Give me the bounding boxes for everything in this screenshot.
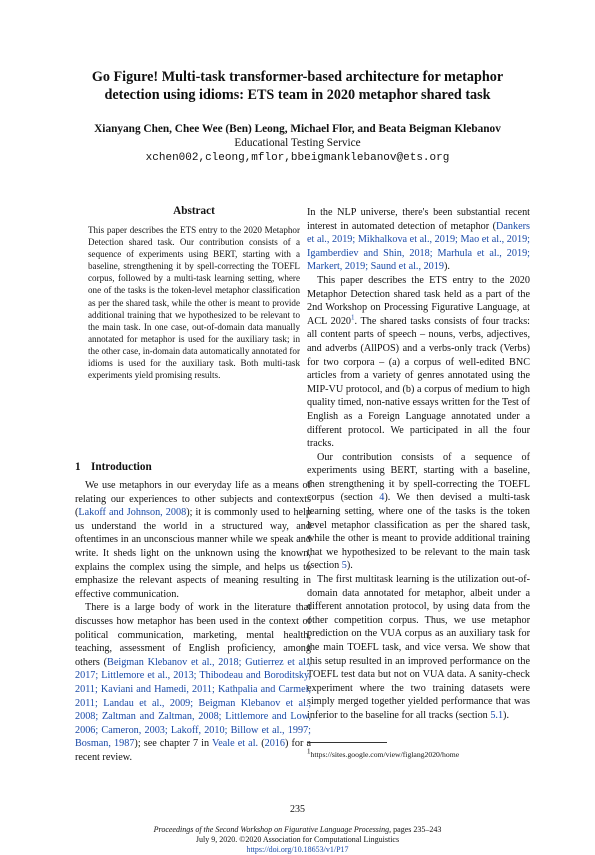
citation-link[interactable]: Veale et al. bbox=[212, 738, 259, 750]
section-heading-introduction bbox=[75, 460, 310, 474]
author-list: Xianyang Chen, Chee Wee (Ben) Leong, Michael Flor, and Beata Beigman Klebanov bbox=[94, 123, 501, 135]
paper-title bbox=[60, 68, 535, 104]
text-run: The first multitask learning is the utilization out-of-domain data annotated for metaphor, albeit under a different annotation protocol, by using data from the other competition corpus. Thus, we use metaphor prediction on the VUA corpus as an auxiliary task for the main TOEFL task, and vice versa. We show that this setup resulted in an improved performance on the TOEFL test data but not on VUA data. A sanity-check experiment where the two training datasets were simply merged together yielded performance that was inferior to the baseline for all tracks (section bbox=[307, 574, 530, 721]
footnote-number: 1 bbox=[307, 747, 311, 756]
left-column-body bbox=[75, 479, 311, 764]
copyright-line: July 9, 2020. ©2020 Association for Computational Linguistics bbox=[195, 835, 400, 844]
text-run: In the NLP universe, there's been substantial recent interest in automated detection of metaphor ( bbox=[307, 207, 530, 232]
section-ref-link[interactable]: 5.1 bbox=[490, 709, 504, 721]
proceedings-pages: , pages 235–243 bbox=[389, 825, 442, 834]
section-ref-link[interactable]: 5 bbox=[341, 560, 347, 572]
text-run: There is a large body of work in the literature that discusses how metaphor has been used in the context of political communication, marketing, mental health, teaching, assessment of English proficiency, among others ( bbox=[75, 602, 311, 668]
footnote-marker[interactable]: 1 bbox=[351, 313, 355, 322]
footnote-url[interactable]: https://sites.google.com/view/figlang2020/home bbox=[310, 750, 460, 759]
abstract-text: This paper describes the ETS entry to the 2020 Metaphor Detection shared task. Our contribution consists of a sequence of experiments using BERT, starting with a baseline, strengthening it by spell-correcting the TOEFL corpus, followed by a multi-task learning setting, where one of the tasks is the token-level metaphor classification as per the shared task, while the other is meant to provide additional training that we hypothesized to be relevant to the main task. In one case, out-of-domain data manually annotated for metaphor is used for the auxiliary task; in the other case, in-domain data automatically annotated for idioms is used for the auxiliary task. Both multi-task experiments yield promising results. bbox=[88, 225, 300, 381]
intro-paragraph-2 bbox=[75, 601, 311, 764]
text-run: ) for a recent review. bbox=[75, 738, 311, 763]
text-run: . The shared tasks consists of four tracks: all content parts of speech – nouns, verbs, adjectives, and adverbs (AllPOS) and a verbs-only track (Verbs) for two corpora – (a) a corpus of well-edited BNC articles from a variety of genres annotated using the MIP-VU protocol, and (b) a corpus of medium to high quality timed, non-native essays written for the Test of English as a Foreign Language annotated under a different protocol. We participated in all the four tracks. bbox=[307, 315, 531, 450]
section-ref-link[interactable]: 4 bbox=[379, 492, 385, 504]
text-run: ). bbox=[346, 560, 353, 572]
citation-link[interactable]: Lakoff and Johnson, 2008 bbox=[78, 507, 187, 519]
text-run: ); see chapter 7 in bbox=[134, 738, 212, 750]
proceedings-name: Proceedings of the Second Workshop on Figurative Language Processing bbox=[153, 825, 390, 834]
intro-paragraph-1 bbox=[75, 479, 311, 601]
text-run: ). We then devised a multi-task learning setting, where one of the tasks is the token level metaphor classification as per the shared task, while the other is meant to provide additional training that we hypothesized to be relevant to the main task (section bbox=[307, 492, 530, 572]
citation-links[interactable]: Beigman Klebanov et al., 2018; Gutierrez et al., 2017; Littlemore et al., 2013; Thibodeau and Boroditsky, 2011; Kaviani and Hamedi, 2011; Kathpalia and Carmel, 2011; Landau et al., 2009; Beigman Klebanov et al., 2008; Zaltman and Zaltman, 2008; Littlemore and Low, 2006; Cameron, 2003; Lakoff, 2010; Billow et al., 1997; Bosman, 1987 bbox=[75, 656, 311, 750]
text-run: ); it is commonly used to help us understand the world in a structured way, and oftentimes in an unconscious manner while we speak and write. It sheds light on the unknown using the known, explains the complex using the simple, and helps us to emphasize the relevant aspects of meaning resulting in effective communication. bbox=[75, 507, 311, 600]
text-run: ). bbox=[443, 261, 450, 273]
intro-paragraph-5 bbox=[307, 573, 530, 723]
proceedings-footer bbox=[0, 825, 595, 835]
citation-link[interactable]: 2016 bbox=[264, 738, 285, 750]
text-run: This paper describes the ETS entry to the 2020 Metaphor Detection shared task held as a part of the 2nd Workshop on Processing Figurative Language, at ACL 2020 bbox=[307, 274, 530, 327]
page-number: 235 bbox=[290, 804, 305, 815]
text-run: ( bbox=[258, 738, 265, 750]
intro-paragraph-3 bbox=[307, 274, 530, 451]
doi-link[interactable]: https://doi.org/10.18653/v1/P17 bbox=[246, 845, 349, 854]
intro-paragraph-4 bbox=[307, 451, 530, 573]
author-emails: xchen002,cleong,mflor,bbeigmanklebanov@ets.org bbox=[145, 152, 450, 164]
title-line-1: Go Figure! Multi-task transformer-based architecture for metaphor bbox=[91, 69, 504, 85]
text-run: Our contribution consists of a sequence of experiments using BERT, starting with a baseline, then strengthening it by spell-correcting the TOEFL corpus (section bbox=[307, 451, 530, 504]
section-title: Introduction bbox=[91, 461, 152, 473]
footnote bbox=[307, 747, 530, 760]
text-run: ). bbox=[503, 709, 509, 721]
affiliation: Educational Testing Service bbox=[234, 137, 361, 149]
intro-paragraph-continued bbox=[307, 206, 530, 274]
citation-links[interactable]: Dankers et al., 2019; Mikhalkova et al., 2019; Mao et al., 2019; Igamberdiev and Shin, 2018; Marhula et al., 2019; Markert, 2019; Saund et al., 2019 bbox=[307, 220, 530, 273]
text-run: We use metaphors in our everyday life as a means of relating our experiences to other subjects and contexts ( bbox=[75, 480, 311, 519]
section-number: 1 bbox=[75, 461, 81, 473]
abstract-heading: Abstract bbox=[173, 205, 215, 217]
title-line-2: detection using idioms: ETS team in 2020 metaphor shared task bbox=[104, 87, 491, 103]
footnote-divider bbox=[307, 742, 387, 743]
right-column-body bbox=[307, 206, 530, 723]
